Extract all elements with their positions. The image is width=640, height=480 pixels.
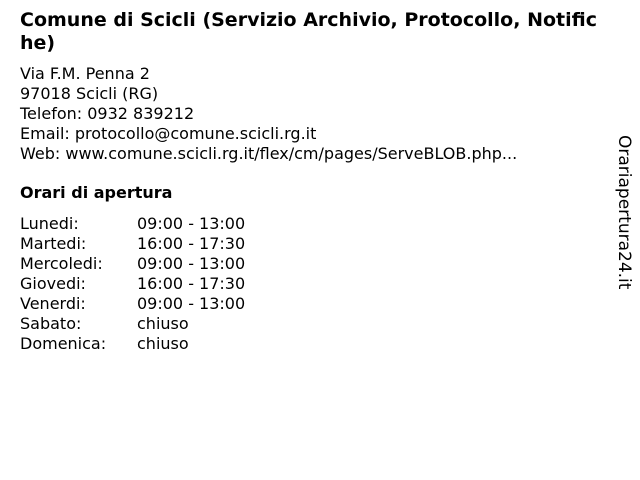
time-value: 09:00 - 13:00 <box>137 254 246 273</box>
time-value: 16:00 - 17:30 <box>137 274 246 293</box>
hours-row-saturday <box>20 314 245 334</box>
address-block <box>20 64 517 164</box>
hours-row-monday <box>20 214 245 234</box>
hours-row-tuesday <box>20 234 245 254</box>
email-label: Email: <box>20 124 70 143</box>
time-value: 09:00 - 13:00 <box>137 214 246 233</box>
hours-row-wednesday <box>20 254 245 274</box>
city-address: 97018 Scicli (RG) <box>20 84 159 103</box>
time-value: 09:00 - 13:00 <box>137 294 246 313</box>
web-label: Web: <box>20 144 61 163</box>
day-label: Martedi: <box>20 234 87 253</box>
phone-label: Telefon: <box>20 104 83 123</box>
web-line <box>20 144 517 164</box>
time-value: chiuso <box>137 334 189 353</box>
phone-line <box>20 104 517 124</box>
day-label: Domenica: <box>20 334 107 353</box>
web-link[interactable]: www.comune.scicli.rg.it/flex/cm/pages/ServeBLOB.php... <box>65 144 518 163</box>
opening-hours-heading: Orari di apertura <box>20 183 173 202</box>
street-address: Via F.M. Penna 2 <box>20 64 150 83</box>
email-link[interactable]: protocollo@comune.scicli.rg.it <box>74 124 317 143</box>
phone-number[interactable]: 0932 839212 <box>87 104 195 123</box>
opening-hours-table <box>20 214 245 354</box>
hours-row-friday <box>20 294 245 314</box>
site-brand-watermark: Orariapertura24.it <box>614 135 634 290</box>
day-label: Lunedi: <box>20 214 79 233</box>
email-line <box>20 124 517 144</box>
day-label: Sabato: <box>20 314 82 333</box>
day-label: Giovedi: <box>20 274 86 293</box>
page-title: Comune di Scicli (Servizio Archivio, Protocollo, Notifiche) <box>20 9 597 54</box>
hours-row-thursday <box>20 274 245 294</box>
hours-row-sunday <box>20 334 245 354</box>
day-label: Venerdi: <box>20 294 86 313</box>
time-value: 16:00 - 17:30 <box>137 234 246 253</box>
time-value: chiuso <box>137 314 189 333</box>
day-label: Mercoledi: <box>20 254 103 273</box>
